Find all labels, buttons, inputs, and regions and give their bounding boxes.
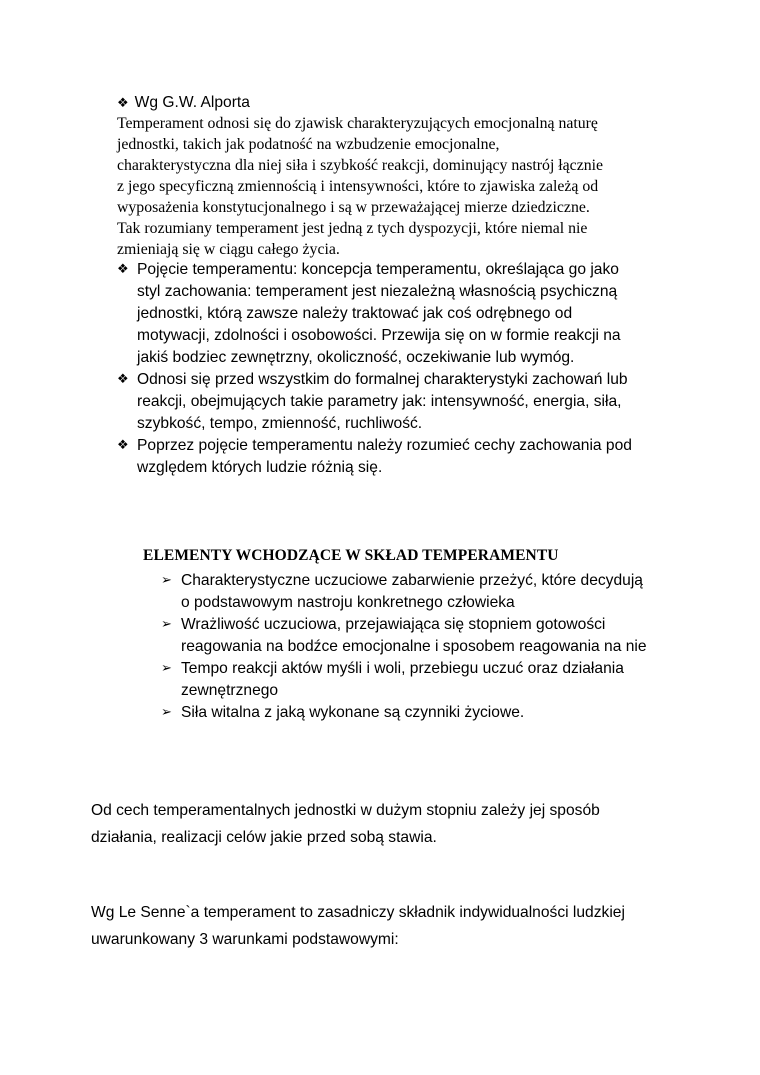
list-item-line: styl zachowania: temperament jest niezależną własnością psychiczną (137, 283, 618, 300)
paragraph-line: Tak rozumiany temperament jest jedną z tych dyspozycji, które niemal nie (117, 220, 588, 237)
paragraph-line: Temperament odnosi się do zjawisk charakteryzujących emocjonalną naturę (117, 115, 598, 132)
list-item-line: zewnętrznego (181, 682, 279, 699)
diamond-bullet-icon: ❖ (117, 96, 129, 111)
paragraph-line: zmieniają się w ciągu całego życia. (117, 241, 340, 258)
list-item-line: jednostki, którą zawsze należy traktować jak coś odrębnego od (137, 305, 573, 322)
temperament-paragraph (91, 797, 711, 851)
arrow-bullet-icon: ➢ (161, 661, 172, 676)
list-item (161, 658, 721, 702)
alport-heading (117, 92, 250, 115)
list-item-line: Tempo reakcji aktów myśli i woli, przebiegu uczuć oraz działania (181, 660, 624, 677)
elements-section-title: ELEMENTY WCHODZĄCE W SKŁAD TEMPERAMENTU (143, 547, 559, 564)
paragraph-line: uwarunkowany 3 warunkami podstawowymi: (91, 931, 399, 948)
diamond-bullet-icon: ❖ (117, 438, 129, 453)
list-item-line: Odnosi się przed wszystkim do formalnej charakterystyki zachowań lub (137, 371, 628, 388)
list-item-line: motywacji, zdolności i osobowości. Przewija się on w formie reakcji na (137, 327, 621, 344)
list-item-line: szybkość, tempo, zmienność, ruchliwość. (137, 415, 423, 432)
list-item (117, 259, 717, 369)
arrow-bullet-icon: ➢ (161, 573, 172, 588)
list-item (161, 570, 721, 614)
alport-paragraph (117, 113, 727, 260)
list-item (161, 614, 721, 658)
list-item-line: reakcji, obejmujących takie parametry jak: intensywność, energia, siła, (137, 393, 622, 410)
paragraph-line: Od cech temperamentalnych jednostki w dużym stopniu zależy jej sposób (91, 802, 600, 819)
list-item (117, 369, 717, 435)
list-item-line: Wrażliwość uczuciowa, przejawiająca się stopniem gotowości (181, 616, 606, 633)
list-item-line: Pojęcie temperamentu: koncepcja temperamentu, określająca go jako (137, 261, 619, 278)
paragraph-line: jednostki, takich jak podatność na wzbudzenie emocjonalne, (117, 136, 500, 153)
list-item-line: o podstawowym nastroju konkretnego człowieka (181, 594, 515, 611)
arrow-bullet-icon: ➢ (161, 705, 172, 720)
paragraph-line: charakterystyczna dla niej siła i szybkość reakcji, dominujący nastrój łącznie (117, 157, 604, 174)
list-item (117, 435, 717, 479)
diamond-bullet-icon: ❖ (117, 262, 129, 277)
list-item-line: Siła witalna z jaką wykonane są czynniki życiowe. (181, 704, 525, 721)
list-item-line: względem których ludzie różnią się. (137, 459, 383, 476)
arrow-bullet-icon: ➢ (161, 617, 172, 632)
paragraph-line: wyposażenia konstytucjonalnego i są w przeważającej mierze dziedziczne. (117, 199, 590, 216)
list-item-line: Poprzez pojęcie temperamentu należy rozumieć cechy zachowania pod (137, 437, 632, 454)
diamond-bullet-icon: ❖ (117, 372, 129, 387)
paragraph-line: działania, realizacji celów jakie przed sobą stawia. (91, 829, 437, 846)
temperament-bullet-list (117, 259, 717, 479)
elements-bullet-list (161, 570, 721, 724)
paragraph-line: Wg Le Senne`a temperament to zasadniczy składnik indywidualności ludzkiej (91, 904, 625, 921)
list-item-line: jakiś bodziec zewnętrzny, okoliczność, oczekiwanie lub wymóg. (137, 349, 575, 366)
alport-heading-text: Wg G.W. Alporta (134, 94, 250, 111)
le-senne-paragraph (91, 899, 711, 953)
list-item-line: reagowania na bodźce emocjonalne i sposobem reagowania na nie (181, 638, 647, 655)
list-item (161, 702, 721, 724)
list-item-line: Charakterystyczne uczuciowe zabarwienie przeżyć, które decydują (181, 572, 643, 589)
paragraph-line: z jego specyficzną zmiennością i intensywności, które to zjawiska zależą od (117, 178, 599, 195)
